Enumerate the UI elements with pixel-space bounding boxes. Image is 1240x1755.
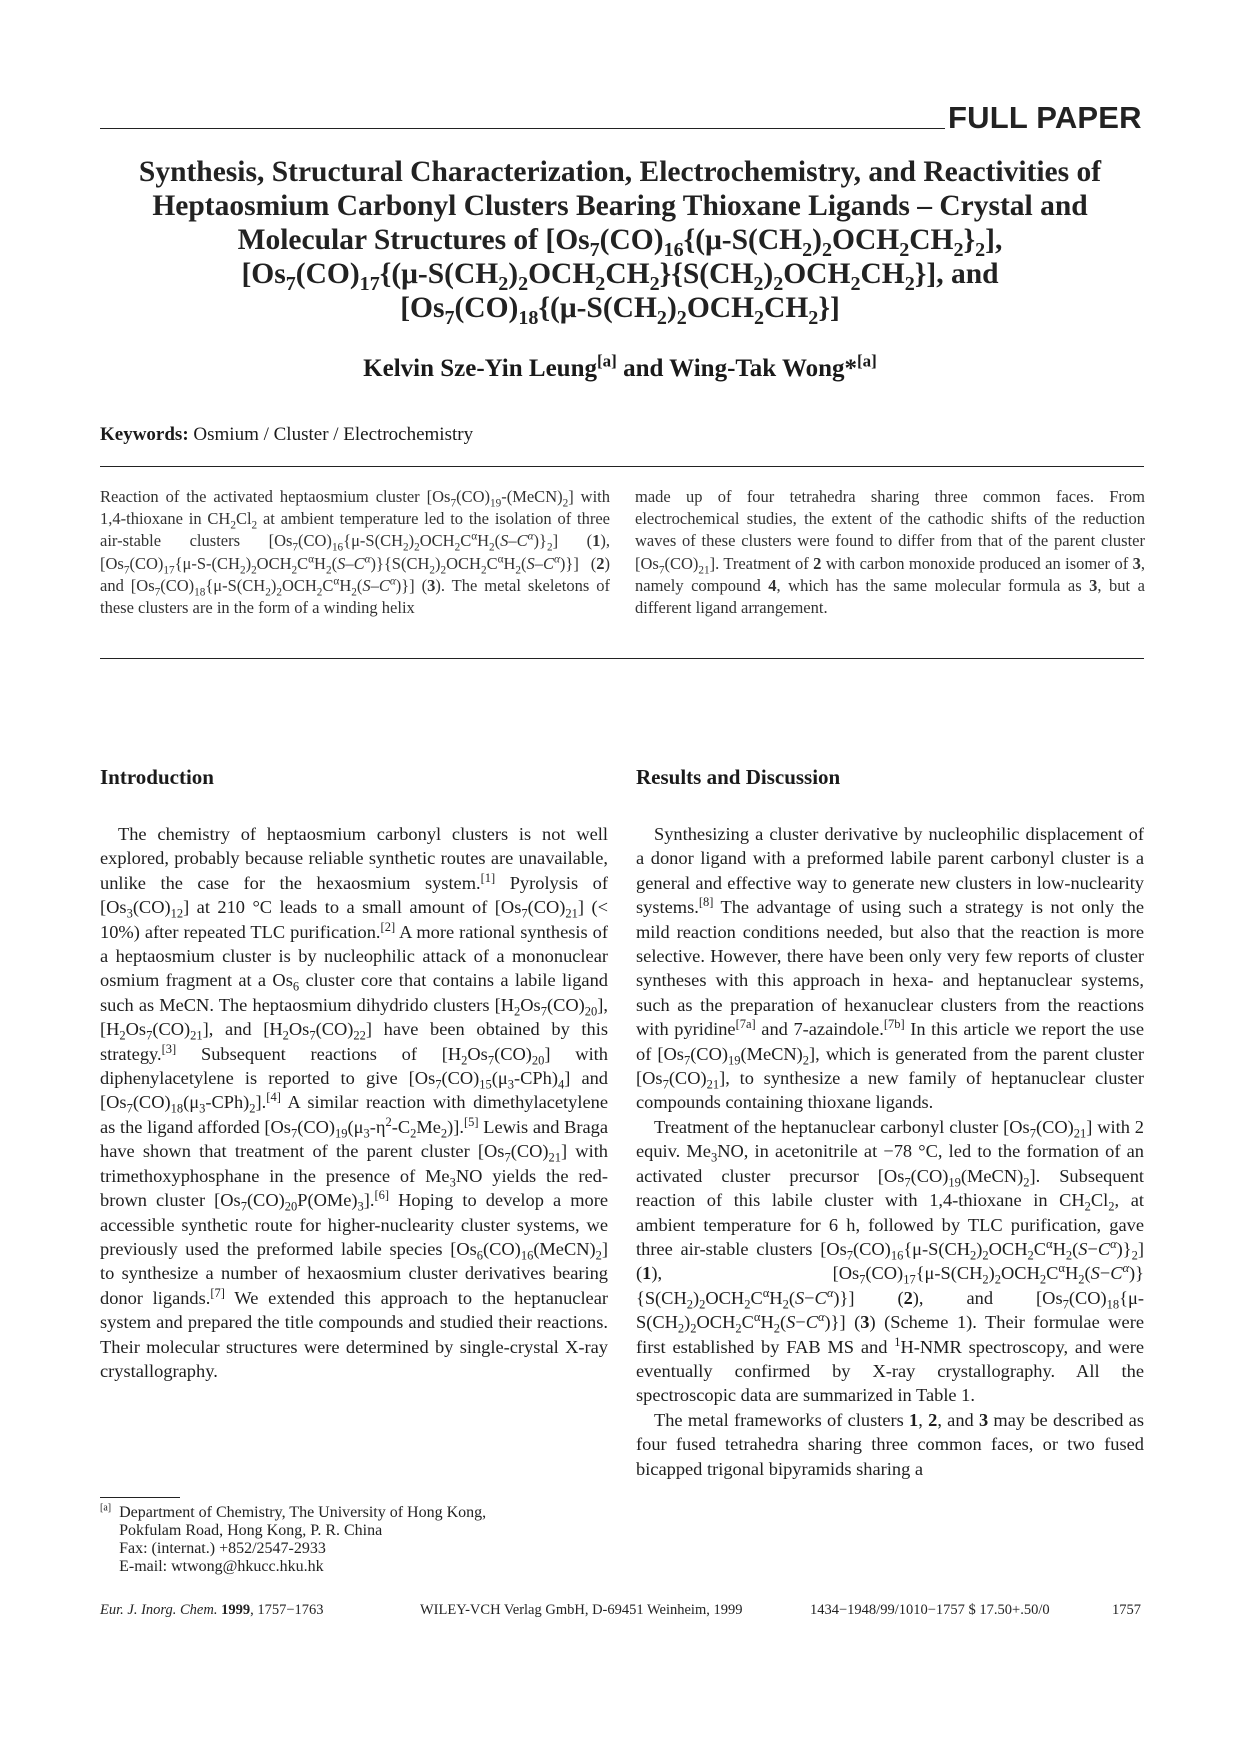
abstract-left: Reaction of the activated heptaosmium cluster $[Os_7(CO)_{19}-(MeCN)_2]$ with 1,4-thioxane in $CH_2Cl_2$ at ambient temperature led to the isolation of three air-stable clusters $[Os_7(CO)_{16}\{\mu-S(CH_2)_2OCH_2C^\alpha H_2(S-C^\alpha)\}_2]$ (1), $[Os_7(CO)_{17}\{\mu-S-(CH_2)_2OCH_2C^\alpha H_2(S-C^\alpha)\}\{S(CH_2)_2OCH_2C^\alpha H_2(S-C^\alpha)\}]$ (2) and $[Os_7(CO)_{18}\{\mu-S(CH_2)_2OCH_2C^\alpha H_2(S-C^\alpha)\}]$ (3). The metal skeletons of these clusters are in the form of a winding helix: [100, 487, 611, 618]
intro-paragraph-1: The chemistry of heptaosmium carbonyl clusters is not well explored, probably because reliable synthetic routes are unavailable, unlike the case for the hexaosmium system.[1] Pyrolysis of $[Os_3(CO)_{12}]$ at 210 °C leads to a small amount of $[Os_7(CO)_{21}]$ (< 10%) after repeated TLC purification.[2] A more rational synthesis of a heptaosmium cluster is by nucleophilic attack of a mononuclear osmium fragment at a $Os_6$ cluster core that contains a labile ligand such as MeCN. The heptaosmium dihydrido clusters $[H_2Os_7(CO)_{20}]$, $[H_2Os_7(CO)_{21}]$, and $[H_2Os_7(CO)_{22}]$ have been obtained by this strategy.[3] Subsequent reactions of $[H_2Os_7(CO)_{20}]$ with diphenylacetylene is reported to give $[Os_7(CO)_{15}(\mu_3-CPh)_4]$ and $[Os_7(CO)_{18}(\mu_3-CPh)_2].[4]$ A similar reaction with dimethylacetylene as the ligand afforded $[Os_7(CO)_{19}(\mu_3-\eta^2-C_2Me_2)].[5]$ Lewis and Braga have shown that treatment of the parent cluster $[Os_7(CO)_{21}]$ with trimethoxyphosphane in the presence of $Me_3NO$ yields the red-brown cluster $[Os_7(CO)_{20}P(OMe)_3].[6]$ Hoping to develop a more accessible synthetic route for higher-nuclearity cluster systems, we previously used the preformed labile species $[Os_6(CO)_{16}(MeCN)_2]$ to synthesize a number of hexaosmium cluster derivatives bearing donor ligands.[7] We extended this approach to the heptanuclear system and prepared the title compounds and studied their reactions. Their molecular structures were determined by single-crystal X-ray crystallography.: [100, 824, 609, 1381]
title-line-3: Molecular Structures of [$Os_7(CO)_{16}\{(\mu-S(CH_2)_2OCH_2CH_2\}_2]$,: [237, 224, 1003, 261]
results-heading: Results and Discussion: [636, 765, 841, 789]
footnote-line: Department of Chemistry, The University of Hong Kong,: [119, 1504, 487, 1521]
title-line-2: Heptaosmium Carbonyl Clusters Bearing Thioxane Ligands – Crystal and: [152, 190, 1088, 222]
title-line-1: Synthesis, Structural Characterization, Electrochemistry, and Reactivities of: [138, 156, 1102, 188]
introduction-heading: Introduction: [100, 765, 214, 789]
footnote-line: Fax: (internat.) +852/2547-2933: [119, 1540, 326, 1557]
results-body: [636, 822, 1144, 1481]
abstract-right: made up of four tetrahedra sharing three common faces. From electrochemical studies, the extent of the cathodic shifts of the reduction waves of these clusters were found to differ from that of the parent cluster $[Os_7(CO)_{21}]$. Treatment of 2 with carbon monoxide produced an isomer of 3, namely compound 4, which has the same molecular formula as 3, but a different ligand arrangement.: [635, 487, 1145, 618]
introduction-body: [100, 822, 608, 1383]
footer-issn: 1434−1948/99/1010−1757 $ 17.50+.50/0: [810, 1602, 1050, 1618]
section-label: FULL PAPER: [948, 100, 1142, 135]
footer-publisher: WILEY-VCH Verlag GmbH, D-69451 Weinheim, 1999: [420, 1602, 743, 1618]
abstract-bottom-rule: [100, 658, 1144, 659]
footnote-line: Pokfulam Road, Hong Kong, P. R. China: [119, 1522, 383, 1539]
header-rule: [100, 128, 945, 129]
keywords-label: Keywords:: [100, 424, 189, 445]
results-paragraph-3: The metal frameworks of clusters 1, 2, and 3 may be described as four fused tetrahedra sharing three common faces, or two fused bicapped trigonal bipyramids sharing a: [636, 1409, 1144, 1479]
results-paragraph-2: Treatment of the heptanuclear carbonyl cluster $[Os_7(CO)_{21}]$ with 2 equiv. $Me_3NO$, in acetonitrile at −78 °C, led to the formation of an activated cluster precursor $[Os_7(CO)_{19}(MeCN)_2]$. Subsequent reaction of this labile cluster with 1,4-thioxane in $CH_2Cl_2$, at ambient temperature for 6 h, followed by TLC purification, gave three air-stable clusters $[Os_7(CO)_{16}\{\mu-S(CH_2)_2OCH_2C^\alpha H_2(S-C^\alpha)\}_2]$ (1), $[Os_7(CO)_{17}\{\mu-S(CH_2)_2OCH_2C^\alpha H_2(S-C^\alpha)\}\{S(CH_2)_2OCH_2C^\alpha H_2(S-C^\alpha)\}]$ (2), and $[Os_7(CO)_{18}\{\mu-S(CH_2)_2OCH_2C^\alpha H_2(S-C^\alpha)\}]$ (3) (Scheme 1). Their formulae were first established by FAB MS and $^1$H-NMR spectroscopy, and were eventually confirmed by X-ray crystallography. All the spectroscopic data are summarized in Table 1.: [636, 1116, 1145, 1406]
footer-journal: Eur. J. Inorg. Chem. 1999, 1757−1763: [100, 1602, 324, 1618]
keywords-value: Osmium / Cluster / Electrochemistry: [193, 424, 474, 445]
abstract-top-rule: [100, 466, 1144, 467]
paper-title: [100, 155, 1140, 329]
keywords: [100, 424, 473, 446]
footnote-marker: [a]: [100, 1502, 112, 1514]
results-paragraph-1: Synthesizing a cluster derivative by nucleophilic displacement of a donor ligand with a preformed labile parent carbonyl cluster is a general and effective way to generate new clusters in low-nuclearity systems.[8] The advantage of using such a strategy is not only the mild reaction conditions needed, but also that the reaction is more selective. However, there have been only very few reports of cluster syntheses with this approach in hexa- and heptanuclear systems, such as the preparation of hexanuclear clusters from the reactions with pyridine[7a] and 7-azaindole.[7b] In this article we report the use of $[Os_7(CO)_{19}(MeCN)_2]$, which is generated from the parent cluster $[Os_7(CO)_{21}]$, to synthesize a new family of heptanuclear cluster compounds containing thioxane ligands.: [636, 824, 1144, 1113]
footnote-email: E-mail: wtwong@hkucc.hku.hk: [119, 1558, 324, 1575]
page-number: 1757: [1112, 1602, 1141, 1618]
footnote-rule: [100, 1497, 180, 1498]
affiliation-footnote: [100, 1504, 486, 1576]
authors: Kelvin Sze-Yin Leung[a] and Wing-Tak Wong*[a]: [363, 351, 877, 382]
title-line-4: [$Os_7(CO)_{17}\{(\mu-S(CH_2)_2OCH_2CH_2\}\{S(CH_2)_2OCH_2CH_2\}]$, and: [241, 258, 999, 295]
footnote-body: [119, 1504, 486, 1576]
title-line-5: [$Os_7(CO)_{18}\{(\mu-S(CH_2)_2OCH_2CH_2\}]$: [400, 292, 840, 329]
